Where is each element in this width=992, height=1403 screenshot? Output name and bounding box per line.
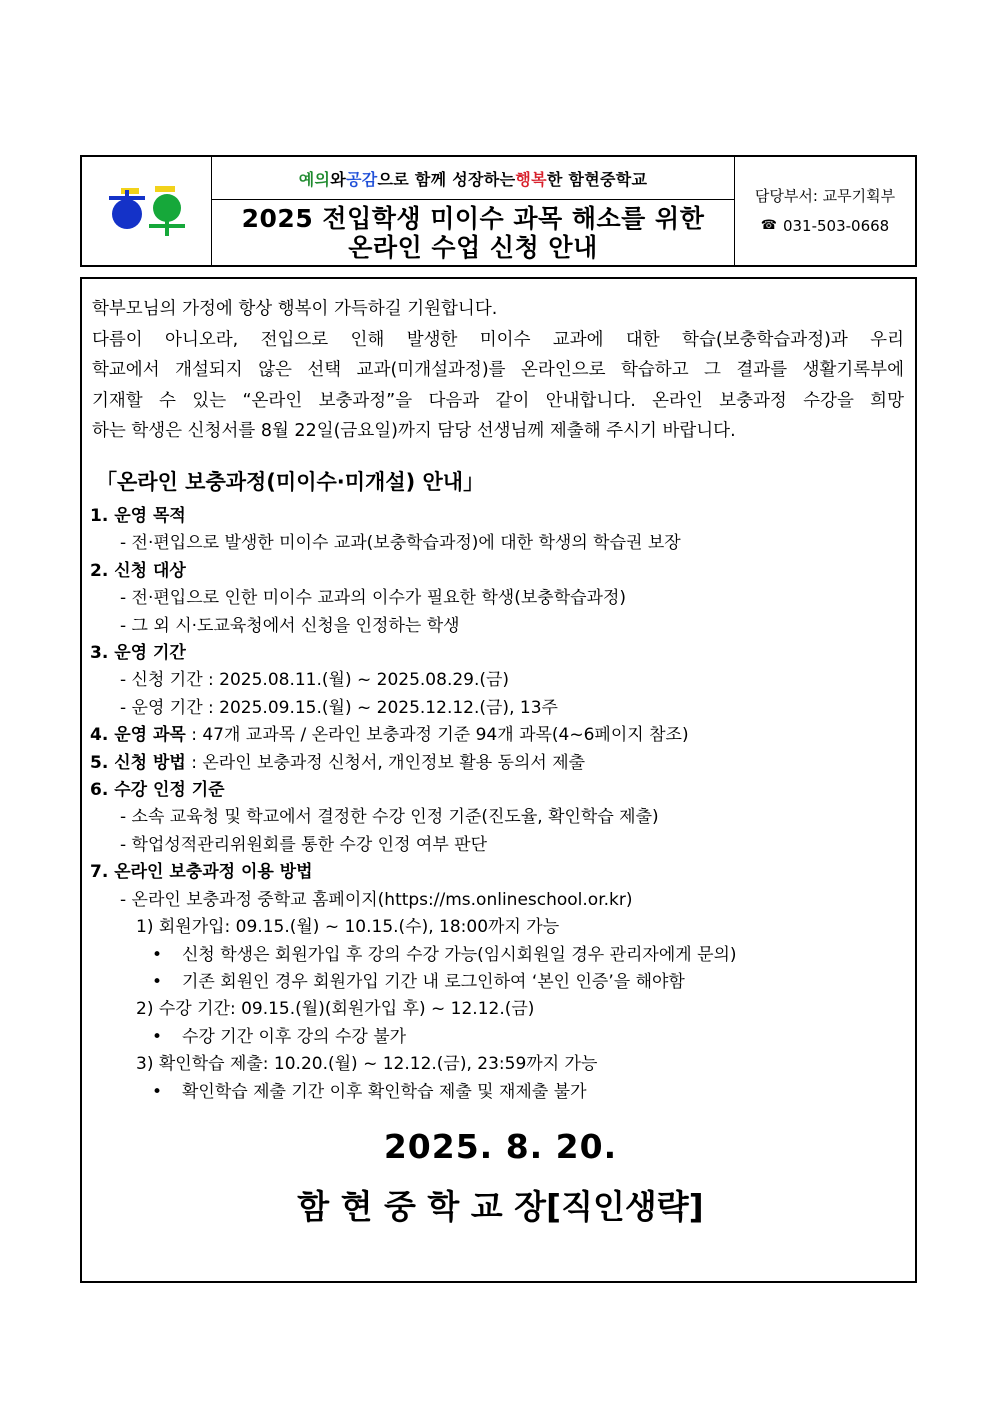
bullet-icon: • xyxy=(152,1081,163,1102)
phone-number: 031-503-0668 xyxy=(782,217,890,235)
phone-icon: ☎ xyxy=(760,218,777,233)
document-title xyxy=(212,200,734,265)
logo-blue-circle xyxy=(112,199,142,229)
bullet-item xyxy=(90,942,910,969)
motto-part: 와 xyxy=(330,169,347,189)
intro-line: 학교에서 개설되지 않은 선택 교과(미개설과정)를 온라인으로 학습하고 그 결과를 생활기록부에 xyxy=(92,360,904,380)
title-line-1: 2025 전입학생 미이수 과목 해소를 위한 xyxy=(241,203,705,233)
bullet-icon: • xyxy=(152,944,163,965)
motto-part: 행복 xyxy=(515,169,547,189)
list-item: - 운영 기간 : 2025.09.15.(월) ~ 2025.12.12.(금), 13주 xyxy=(120,697,558,718)
bullet-item xyxy=(90,1024,910,1051)
bullet-item xyxy=(90,969,910,996)
list-item: - 온라인 보충과정 중학교 홈페이지(https://ms.onlineschool.or.kr) xyxy=(120,889,633,910)
logo-cell xyxy=(82,157,212,265)
method-row xyxy=(90,750,910,777)
subjects-row xyxy=(90,722,910,749)
motto-part: 한 함현중학교 xyxy=(546,169,648,189)
list-item: - 그 외 시·도교육청에서 신청을 인정하는 학생 xyxy=(120,615,460,636)
bullet-icon: • xyxy=(152,1026,163,1047)
heading-purpose: 1. 운영 목적 xyxy=(90,506,186,526)
info-list xyxy=(90,503,910,1106)
principal-signature: 함 현 중 학 교 장[직인생략] xyxy=(297,1187,704,1226)
bullet-text: 기존 회원인 경우 회원가입 기간 내 로그인하여 ‘본인 인증’을 해야함 xyxy=(182,971,685,992)
logo-accent-left xyxy=(121,188,139,194)
bullet-text: 수강 기간 이후 강의 수강 불가 xyxy=(182,1026,407,1047)
list-item: - 학업성적관리위원회를 통한 수강 인정 여부 판단 xyxy=(120,834,487,855)
section-title: 「온라인 보충과정(미이수·미개설) 안내」 xyxy=(96,470,485,494)
list-item: - 소속 교육청 및 학교에서 결정한 수강 인정 기준(진도율, 확인학습 제출) xyxy=(120,807,659,828)
bullet-item xyxy=(90,1079,910,1106)
logo-accent-right xyxy=(155,186,175,192)
heading-criteria: 6. 수강 인정 기준 xyxy=(90,780,225,801)
contact-cell xyxy=(735,157,915,265)
heading-method: 5. 신청 방법 xyxy=(90,752,186,773)
logo-green-circle xyxy=(153,194,181,222)
motto-part: 공감 xyxy=(346,169,378,189)
phone-row xyxy=(761,211,889,241)
motto-part: 예의 xyxy=(298,169,331,189)
intro-line: 하는 학생은 신청서를 8월 22일(금요일)까지 담당 선생님께 제출해 주시기 바랍니다. xyxy=(92,421,736,441)
heading-target: 2. 신청 대상 xyxy=(90,560,186,581)
title-line-2: 온라인 수업 신청 안내 xyxy=(348,232,598,262)
heading-usage: 7. 온라인 보충과정 이용 방법 xyxy=(90,862,313,883)
list-item: - 신청 기간 : 2025.08.11.(월) ~ 2025.08.29.(금) xyxy=(120,670,510,691)
department: 담당부서: 교무기획부 xyxy=(754,187,896,205)
bullet-text: 신청 학생은 회원가입 후 강의 수강 가능(임시회원일 경우 관리자에게 문의) xyxy=(182,944,737,965)
list-item: 3) 확인학습 제출: 10.20.(월) ~ 12.12.(금), 23:59까지 가능 xyxy=(136,1054,598,1075)
heading-subjects: 4. 운영 과목 xyxy=(90,725,186,746)
header-table xyxy=(80,155,917,267)
header-middle xyxy=(212,157,735,265)
issue-date: 2025. 8. 20. xyxy=(383,1127,618,1166)
intro-line: 학부모님의 가정에 항상 행복이 가득하길 기원합니다. xyxy=(92,299,498,319)
subjects-text: : 47개 교과목 / 온라인 보충과정 기준 94개 과목(4~6페이지 참조) xyxy=(185,725,689,746)
school-motto xyxy=(212,157,734,200)
list-item: 2) 수강 기간: 09.15.(월)(회원가입 후) ~ 12.12.(금) xyxy=(136,999,535,1020)
intro-paragraph xyxy=(92,294,904,447)
list-item: - 전·편입으로 발생한 미이수 교과(보충학습과정)에 대한 학생의 학습권 보장 xyxy=(120,533,681,554)
list-item: - 전·편입으로 인한 미이수 교과의 이수가 필요한 학생(보충학습과정) xyxy=(120,588,627,609)
bullet-icon: • xyxy=(152,971,163,992)
bullet-text: 확인학습 제출 기간 이후 확인학습 제출 및 재제출 불가 xyxy=(182,1081,587,1102)
intro-line: 다름이 아니오라, 전입으로 인해 발생한 미이수 교과에 대한 학습(보충학습과정)과 우리 xyxy=(92,329,904,350)
school-logo xyxy=(107,182,187,240)
method-text: : 온라인 보충과정 신청서, 개인정보 활용 동의서 제출 xyxy=(185,752,586,773)
intro-line: 기재할 수 있는 “온라인 보충과정”을 다음과 같이 안내합니다. 온라인 보충과정 수강을 희망 xyxy=(92,390,904,411)
content-box xyxy=(80,277,917,1283)
list-item: 1) 회원가입: 09.15.(월) ~ 10.15.(수), 18:00까지 가능 xyxy=(136,917,560,938)
motto-part: 으로 함께 성장하는 xyxy=(377,169,516,189)
heading-period: 3. 운영 기간 xyxy=(90,643,186,664)
